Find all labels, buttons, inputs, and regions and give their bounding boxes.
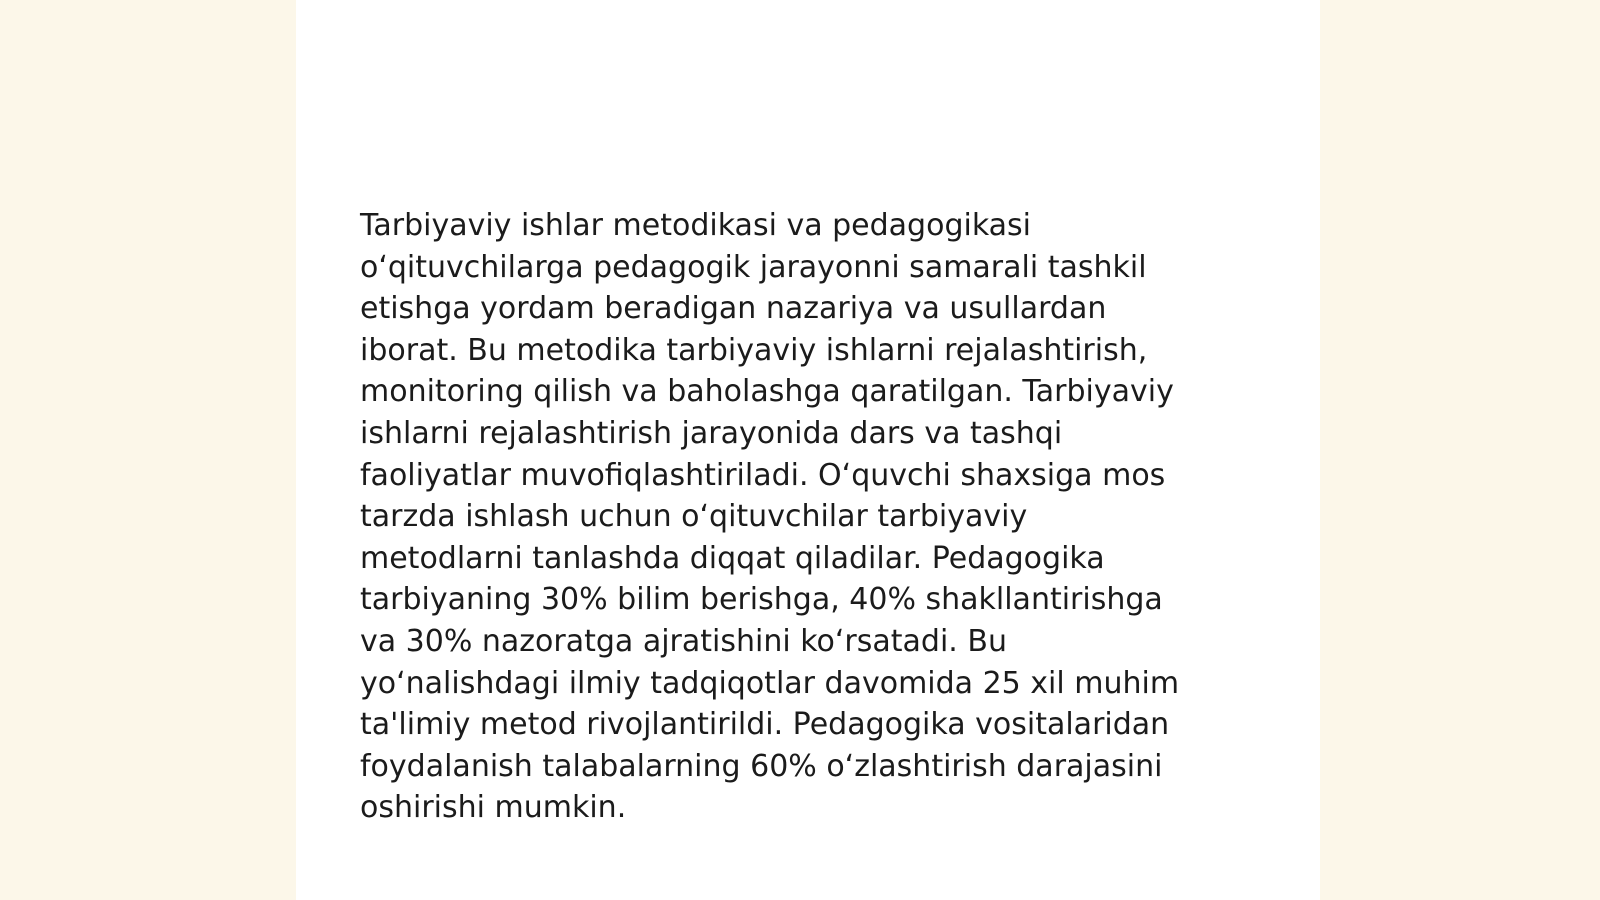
- text-line: faoliyatlar muvofiqlashtiriladi. Oʻquvchi shaxsiga mos: [360, 457, 1166, 493]
- text-line: yoʻnalishdagi ilmiy tadqiqotlar davomida 25 xil muhim: [360, 665, 1180, 701]
- text-line: iborat. Bu metodika tarbiyaviy ishlarni rejalashtirish,: [360, 332, 1148, 368]
- text-line: ishlarni rejalashtirish jarayonida dars va tashqi: [360, 415, 1063, 451]
- text-line: metodlarni tanlashda diqqat qiladilar. Pedagogika: [360, 540, 1105, 576]
- text-line: etishga yordam beradigan nazariya va usullardan: [360, 291, 1107, 327]
- text-line: monitoring qilish va baholashga qaratilgan. Tarbiyaviy: [360, 374, 1174, 410]
- text-line: va 30% nazoratga ajratishini koʻrsatadi. Bu: [360, 623, 1007, 659]
- text-line: foydalanish talabalarning 60% oʻzlashtirish darajasini: [360, 748, 1163, 784]
- text-line: ta'limiy metod rivojlantirildi. Pedagogika vositalaridan: [360, 707, 1170, 743]
- text-line: tarbiyaning 30% bilim berishga, 40% shakllantirishga: [360, 582, 1163, 618]
- text-line: Tarbiyaviy ishlar metodikasi va pedagogikasi: [360, 208, 1032, 243]
- body-paragraph: [360, 205, 1260, 829]
- document-page: [296, 0, 1320, 900]
- text-line: oshirishi mumkin.: [360, 790, 627, 826]
- text-line: oʻqituvchilarga pedagogik jarayonni samarali tashkil: [360, 249, 1147, 285]
- text-line: tarzda ishlash uchun oʻqituvchilar tarbiyaviy: [360, 499, 1028, 535]
